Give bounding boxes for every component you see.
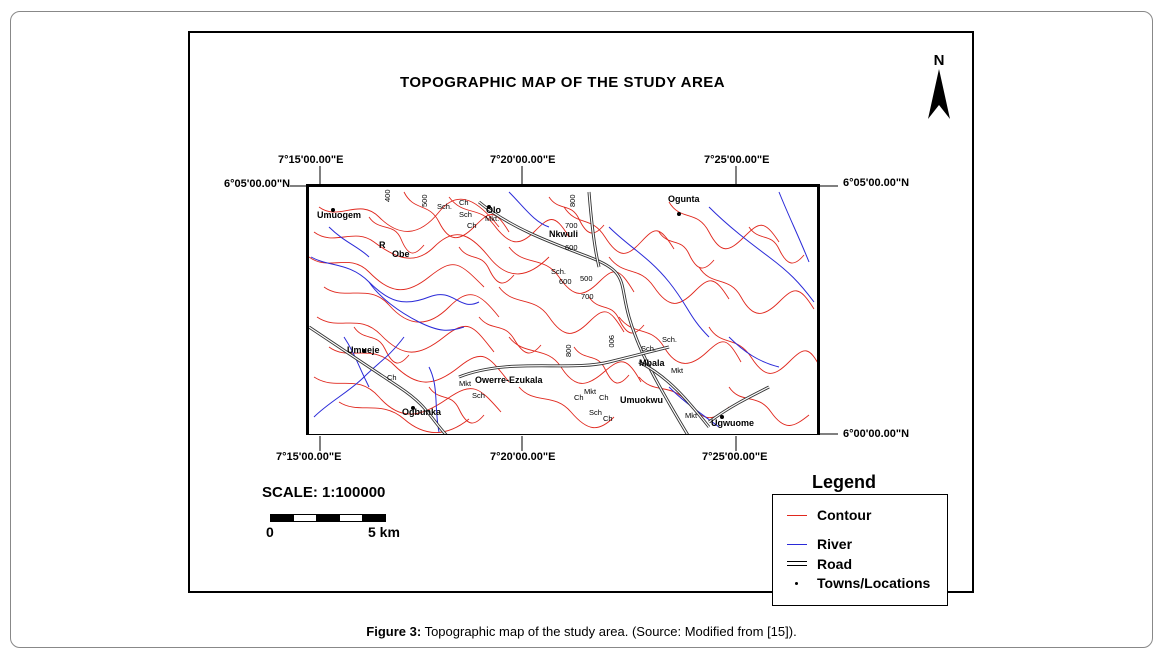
town-dot-icon: [795, 582, 798, 585]
contour-label-700a: 700: [565, 221, 578, 230]
feature-mkt-3: Mkt: [584, 387, 597, 396]
coord-left-lat: 6°05'00.00"N: [224, 178, 291, 190]
contour-line-icon: [787, 515, 807, 516]
caption-text: Topographic map of the study area. (Source: Modified from [15]).: [421, 624, 797, 639]
coord-right-bottom-lat: 6°00'00.00"N: [843, 428, 910, 440]
legend-box: [772, 494, 948, 606]
coord-bottom-right: 7°25'00.00"E: [702, 451, 768, 463]
town-olo: Olo: [486, 205, 501, 215]
road-lines: [309, 192, 769, 435]
north-arrow: [926, 52, 952, 128]
legend-title: Legend: [812, 472, 877, 492]
coord-bottom-mid: 7°20'00.00"E: [490, 451, 556, 463]
feature-ch-6: Ch: [603, 414, 613, 423]
town-owerre-ezukala: Owerre-Ezukala: [475, 375, 543, 385]
contour-label-600a: 600: [565, 243, 578, 252]
map-canvas: [309, 187, 820, 435]
contour-label-800b: 800: [564, 344, 573, 357]
legend-item-river: [773, 536, 949, 554]
topographic-map: [306, 184, 820, 435]
feature-mkt-4: Mkt: [671, 366, 684, 375]
label-r: R: [379, 240, 386, 250]
legend-label-towns: Towns/Locations: [817, 575, 931, 591]
figure-caption: [0, 624, 1163, 639]
feature-sch-1: Sch.: [437, 202, 453, 211]
contour-label-600b: 600: [559, 277, 572, 286]
coord-top-mid: 7°20'00.00"E: [490, 154, 556, 166]
coord-bottom-left: 7°15'00.00"E: [276, 451, 342, 463]
contour-label-800a: 800: [568, 194, 577, 207]
road-line-icon: [787, 561, 807, 566]
town-umueje: Umueje: [347, 345, 380, 355]
north-arrow-icon: [926, 69, 952, 121]
contour-label-700b: 700: [581, 292, 594, 301]
feature-mkt-5: Mkt: [685, 411, 698, 420]
feature-sch-4: Sch.: [662, 335, 678, 344]
contour-label-500b: 500: [580, 274, 593, 283]
feature-sch-5: Sch.: [641, 344, 657, 353]
feature-sch-7: Sch: [589, 408, 602, 417]
feature-ch-1: Ch: [459, 198, 469, 207]
feature-mkt-1: Mkt.: [485, 214, 500, 223]
coord-top-left: 7°15'00.00"E: [278, 154, 344, 166]
legend-item-towns: [773, 575, 949, 593]
town-mbala: Mbala: [639, 358, 665, 368]
north-label: N: [933, 52, 945, 69]
contour-label-400: 400: [383, 189, 392, 202]
scale-start-label: 0: [266, 524, 274, 540]
town-ogunta: Ogunta: [668, 194, 700, 204]
map-title: TOPOGRAPHIC MAP OF THE STUDY AREA: [400, 74, 726, 91]
coord-top-right: 7°25'00.00"E: [704, 154, 770, 166]
legend-label-contour: Contour: [817, 507, 872, 523]
scale-end-label: 5 km: [368, 524, 400, 540]
feature-ch-5: Ch: [599, 393, 609, 402]
feature-mkt-2: Mkt: [459, 379, 472, 388]
coord-right-top-lat: 6°05'00.00"N: [843, 177, 910, 189]
legend-item-road: [773, 556, 949, 574]
feature-ch-2: Ch: [467, 221, 477, 230]
town-ugwuome: Ugwuome: [711, 418, 755, 428]
town-umuogem: Umuogem: [317, 210, 362, 220]
feature-sch-2: Sch: [459, 210, 472, 219]
scale-bar: [270, 514, 386, 522]
town-obe: Obe: [392, 249, 410, 259]
feature-sch-3: Sch.: [551, 267, 567, 276]
town-ogbunka: Ogbunka: [402, 407, 442, 417]
legend-item-contour: [773, 507, 949, 525]
caption-label: Figure 3:: [366, 624, 422, 639]
legend-label-river: River: [817, 536, 853, 552]
legend-label-road: Road: [817, 556, 852, 572]
scale-title: SCALE: 1:100000: [262, 484, 386, 501]
contour-label-500a: 500: [420, 194, 429, 207]
feature-sch-6: Sch: [472, 391, 485, 400]
feature-ch-4: Ch: [574, 393, 584, 402]
town-nkwuli: Nkwuli: [549, 229, 579, 239]
town-umuokwu: Umuokwu: [620, 395, 664, 405]
feature-ch-3: Ch: [387, 373, 397, 382]
contour-label-900: 900: [607, 335, 616, 348]
river-line-icon: [787, 544, 807, 545]
